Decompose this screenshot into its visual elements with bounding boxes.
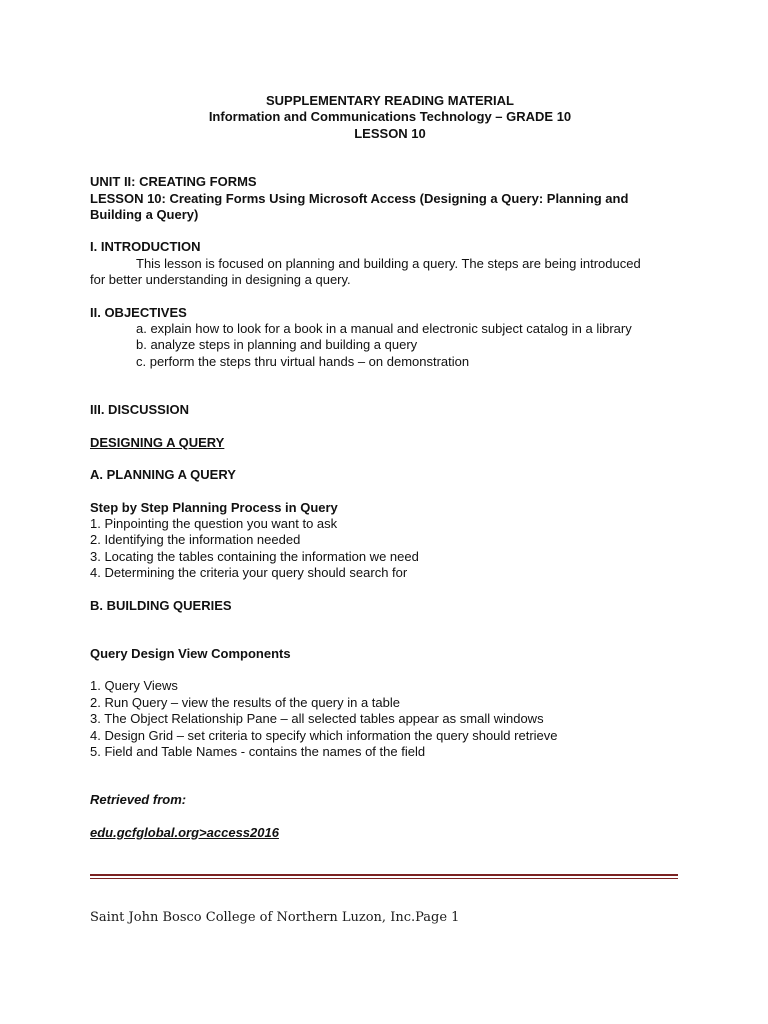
- objectives-list: [90, 321, 690, 370]
- source-link[interactable]: edu.gcfglobal.org>access2016: [90, 824, 279, 840]
- unit-title: UNIT II: CREATING FORMS: [90, 174, 257, 190]
- introduction-text-line1: This lesson is focused on planning and building a query. The steps are being introduced: [136, 255, 641, 271]
- component-item: 2. Run Query – view the results of the query in a table: [90, 694, 401, 710]
- document-body: [90, 93, 690, 841]
- component-item: 4. Design Grid – set criteria to specify which information the query should retrieve: [90, 727, 558, 743]
- introduction-heading: I. INTRODUCTION: [90, 239, 201, 255]
- doc-lesson-number: LESSON 10: [354, 125, 426, 141]
- objective-item: c. perform the steps thru virtual hands – on demonstration: [136, 353, 470, 369]
- footer-rule: [90, 874, 678, 876]
- discussion-heading: III. DISCUSSION: [90, 402, 189, 418]
- introduction-text-line2: for better understanding in designing a query.: [90, 272, 351, 288]
- building-heading: B. BUILDING QUERIES: [90, 597, 232, 613]
- component-item: 5. Field and Table Names - contains the names of the field: [90, 743, 426, 759]
- planning-step: 1. Pinpointing the question you want to ask: [90, 515, 338, 531]
- doc-title: SUPPLEMENTARY READING MATERIAL: [266, 93, 514, 108]
- source-label: Retrieved from:: [90, 792, 187, 808]
- objective-item: a. explain how to look for a book in a manual and electronic subject catalog in a library: [136, 321, 632, 337]
- planning-step: 3. Locating the tables containing the information we need: [90, 548, 419, 564]
- doc-subject: Information and Communications Technology – GRADE 10: [208, 109, 572, 125]
- planning-process-title: Step by Step Planning Process in Query: [90, 499, 338, 515]
- footer-text: Saint John Bosco College of Northern Luzon, Inc.Page 1: [90, 910, 460, 925]
- planning-step: 2. Identifying the information needed: [90, 532, 301, 548]
- designing-query-heading: DESIGNING A QUERY: [90, 434, 225, 450]
- lesson-title-line2: Building a Query): [90, 207, 199, 223]
- planning-steps-list: [90, 516, 690, 582]
- footer-rule-thin: [90, 878, 678, 879]
- planning-heading: A. PLANNING A QUERY: [90, 467, 236, 483]
- planning-step: 4. Determining the criteria your query should search for: [90, 565, 408, 581]
- components-list: [90, 678, 690, 760]
- objective-item: b. analyze steps in planning and building a query: [136, 337, 418, 353]
- component-item: 3. The Object Relationship Pane – all selected tables appear as small windows: [90, 711, 544, 727]
- objectives-heading: II. OBJECTIVES: [90, 304, 187, 320]
- lesson-title-line1: LESSON 10: Creating Forms Using Microsoft Access (Designing a Query: Planning and: [90, 190, 629, 206]
- components-title: Query Design View Components: [90, 645, 291, 661]
- component-item: 1. Query Views: [90, 678, 178, 694]
